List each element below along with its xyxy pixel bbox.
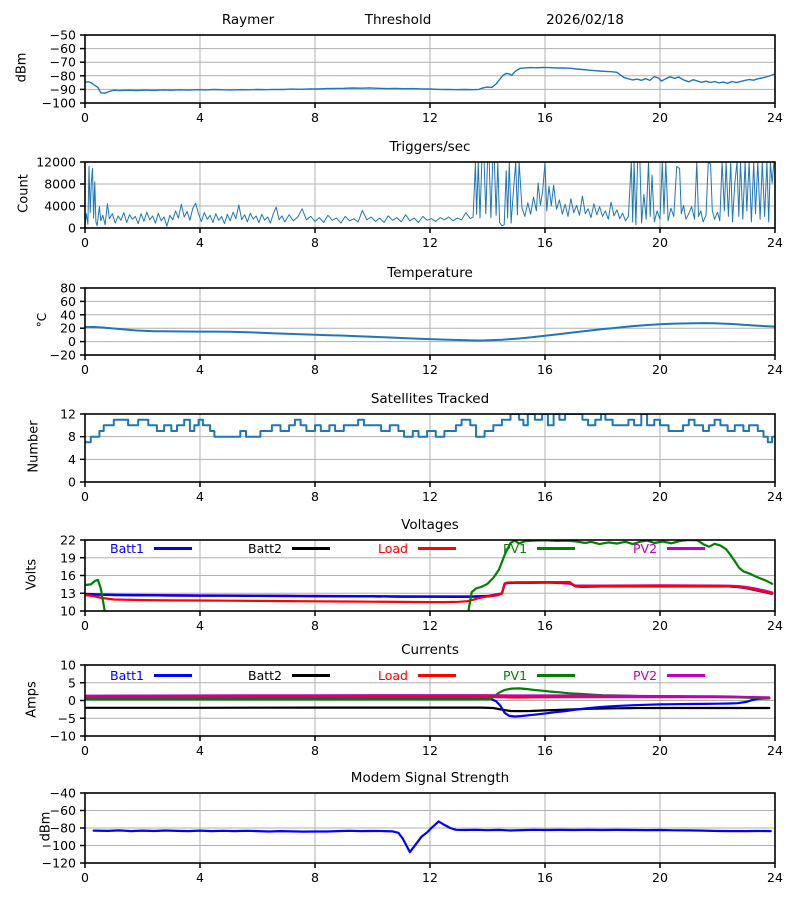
satellites-ylabel: Number (26, 420, 42, 473)
triggers-ytick-label: 0 (68, 220, 76, 236)
legend-item-batt1 (110, 541, 192, 556)
satellites-xtick-label: 4 (196, 489, 204, 504)
voltages-xtick-label: 0 (81, 618, 89, 633)
triggers-plot (36, 155, 783, 251)
batt2-line-swatch (292, 547, 330, 550)
triggers-xtick-label: 20 (652, 235, 668, 250)
satellites-ytick-label: 8 (68, 429, 76, 445)
voltages-chart-title: Voltages (401, 517, 459, 533)
threshold-ytick-label: −100 (41, 95, 76, 111)
legend-item-load (378, 541, 456, 556)
legend-item-batt2 (248, 668, 330, 683)
voltages-ytick-label: 22 (60, 532, 76, 548)
modem-ytick-label: −120 (41, 855, 76, 871)
voltages-xtick-label: 16 (537, 618, 553, 633)
satellites-xtick-label: 12 (422, 489, 438, 504)
voltages-ylabel: Volts (24, 558, 40, 591)
temperature-ytick-label: 0 (68, 334, 76, 350)
threshold-ytick-label: −50 (49, 27, 76, 43)
temperature-ytick-label: 40 (60, 307, 76, 323)
threshold-xtick-label: 0 (81, 110, 89, 125)
modem-xtick-label: 8 (311, 870, 319, 885)
pv1-line-swatch (537, 547, 575, 550)
pv1-legend-label: PV1 (503, 541, 528, 556)
modem-series-modem (94, 821, 771, 852)
triggers-xtick-label: 16 (537, 235, 553, 250)
voltages-series-PV2 (85, 582, 772, 596)
batt2-line-swatch (292, 674, 330, 677)
legend-item-pv1 (503, 668, 575, 683)
batt2-legend-label: Batt2 (248, 668, 282, 683)
modem-xtick-label: 20 (652, 870, 668, 885)
threshold-ytick-label: −60 (49, 41, 76, 57)
currents-xtick-label: 4 (196, 743, 204, 758)
threshold-ytick-label: −70 (49, 54, 76, 70)
satellites-chart-title: Satellites Tracked (370, 391, 490, 407)
temperature-xtick-label: 8 (311, 362, 319, 377)
triggers-ytick-label: 12000 (36, 154, 76, 170)
currents-xtick-label: 16 (537, 743, 553, 758)
temperature-ytick-label: 20 (60, 320, 76, 336)
modem-ytick-label: −100 (41, 838, 76, 853)
pv2-legend-label: PV2 (633, 668, 658, 683)
satellites-xtick-label: 0 (81, 489, 89, 504)
voltages-xtick-label: 4 (196, 618, 204, 633)
temperature-xtick-label: 20 (652, 362, 668, 377)
satellites-ytick-label: 12 (60, 406, 76, 422)
currents-ytick-label: 10 (60, 657, 76, 673)
temperature-ylabel: °C (35, 312, 49, 328)
currents-ytick-label: −10 (49, 728, 76, 744)
modem-ytick-label: −60 (49, 803, 76, 818)
pv2-line-swatch (667, 674, 705, 677)
triggers-xtick-label: 8 (311, 235, 319, 250)
satellites-xtick-label: 20 (652, 489, 668, 504)
legend-item-batt2 (248, 541, 330, 556)
temperature-xtick-label: 4 (196, 362, 204, 377)
currents-xtick-label: 0 (81, 743, 89, 758)
currents-xtick-label: 8 (311, 743, 319, 758)
satellites-xtick-label: 24 (767, 489, 783, 504)
threshold-ytick-label: −80 (49, 68, 76, 84)
batt1-legend-label: Batt1 (110, 541, 144, 556)
temperature-ytick-label: −20 (49, 347, 76, 363)
threshold-xtick-label: 4 (196, 110, 204, 125)
currents-ytick-label: 0 (68, 693, 76, 708)
currents-series-Batt2 (85, 708, 769, 712)
threshold-xtick-label: 8 (311, 110, 319, 125)
threshold-xtick-label: 24 (767, 110, 783, 125)
legend-item-pv1 (503, 541, 575, 556)
voltages-ytick-label: 13 (60, 585, 76, 601)
threshold-ylabel: dBm (14, 52, 30, 83)
batt1-line-swatch (154, 674, 192, 677)
currents-xtick-label: 12 (422, 743, 438, 758)
voltages-ytick-label: 19 (60, 550, 76, 566)
modem-xtick-label: 12 (422, 870, 438, 885)
currents-legend (85, 668, 775, 684)
temperature-xtick-label: 12 (422, 362, 438, 377)
modem-ytick-label: −80 (49, 820, 76, 836)
triggers-xtick-label: 4 (196, 235, 204, 250)
voltages-xtick-label: 24 (767, 618, 783, 633)
legend-item-load (378, 668, 456, 683)
modem-plot (42, 786, 783, 886)
threshold-plot (42, 28, 783, 126)
pv1-legend-label: PV1 (503, 668, 528, 683)
satellites-xtick-label: 8 (311, 489, 319, 504)
load-legend-label: Load (378, 541, 408, 556)
voltages-series-Load (85, 582, 772, 602)
modem-xtick-label: 16 (537, 870, 553, 885)
batt2-legend-label: Batt2 (248, 541, 282, 556)
temperature-chart-title: Temperature (387, 265, 473, 281)
modem-ylabel: dBm (38, 811, 54, 842)
triggers-xtick-label: 12 (422, 235, 438, 250)
threshold-xtick-label: 12 (422, 110, 438, 125)
satellites-plot (60, 407, 783, 505)
threshold-xtick-label: 20 (652, 110, 668, 125)
voltages-ytick-label: 10 (60, 603, 76, 619)
currents-xtick-label: 20 (652, 743, 668, 758)
station-title: Raymer (221, 12, 275, 28)
temperature-plot (50, 281, 783, 378)
voltages-xtick-label: 20 (652, 618, 668, 633)
voltages-legend (85, 541, 775, 557)
legend-item-pv2 (633, 668, 705, 683)
pv2-line-swatch (667, 547, 705, 550)
satellites-ytick-label: 4 (68, 451, 76, 467)
batt1-legend-label: Batt1 (110, 668, 144, 683)
triggers-chart-title: Triggers/sec (389, 139, 471, 155)
temperature-ytick-label: 60 (60, 293, 76, 309)
load-line-swatch (418, 547, 456, 550)
satellites-ytick-label: 0 (68, 474, 76, 490)
modem-xtick-label: 24 (767, 870, 783, 885)
voltages-xtick-label: 12 (422, 618, 438, 633)
threshold-xtick-label: 16 (537, 110, 553, 125)
triggers-ylabel: Count (16, 174, 32, 213)
currents-chart-title: Currents (401, 642, 459, 658)
currents-ytick-label: −5 (57, 710, 76, 726)
currents-ytick-label: 5 (68, 675, 76, 691)
voltages-ytick-label: 16 (60, 568, 76, 583)
temperature-ytick-label: 80 (60, 280, 76, 296)
triggers-xtick-label: 24 (767, 235, 783, 250)
pv1-line-swatch (537, 674, 575, 677)
legend-item-batt1 (110, 668, 192, 683)
modem-chart-title: Modem Signal Strength (350, 770, 510, 786)
temperature-xtick-label: 16 (537, 362, 553, 377)
voltages-xtick-label: 8 (311, 618, 319, 633)
date-title: 2026/02/18 (546, 12, 624, 28)
pv2-legend-label: PV2 (633, 541, 658, 556)
modem-xtick-label: 4 (196, 870, 204, 885)
modem-ytick-label: −40 (49, 785, 76, 801)
temperature-xtick-label: 24 (767, 362, 783, 377)
legend-item-pv2 (633, 541, 705, 556)
threshold-ytick-label: −90 (49, 81, 76, 97)
load-line-swatch (418, 674, 456, 677)
load-legend-label: Load (378, 668, 408, 683)
batt1-line-swatch (154, 547, 192, 550)
triggers-xtick-label: 0 (81, 235, 89, 250)
currents-xtick-label: 24 (767, 743, 783, 758)
triggers-ytick-label: 8000 (44, 176, 76, 192)
triggers-ytick-label: 4000 (44, 198, 76, 214)
threshold-title: Threshold (364, 12, 432, 28)
modem-xtick-label: 0 (81, 870, 89, 885)
temperature-xtick-label: 0 (81, 362, 89, 377)
satellites-xtick-label: 16 (537, 489, 553, 504)
currents-ylabel: Amps (24, 681, 40, 718)
